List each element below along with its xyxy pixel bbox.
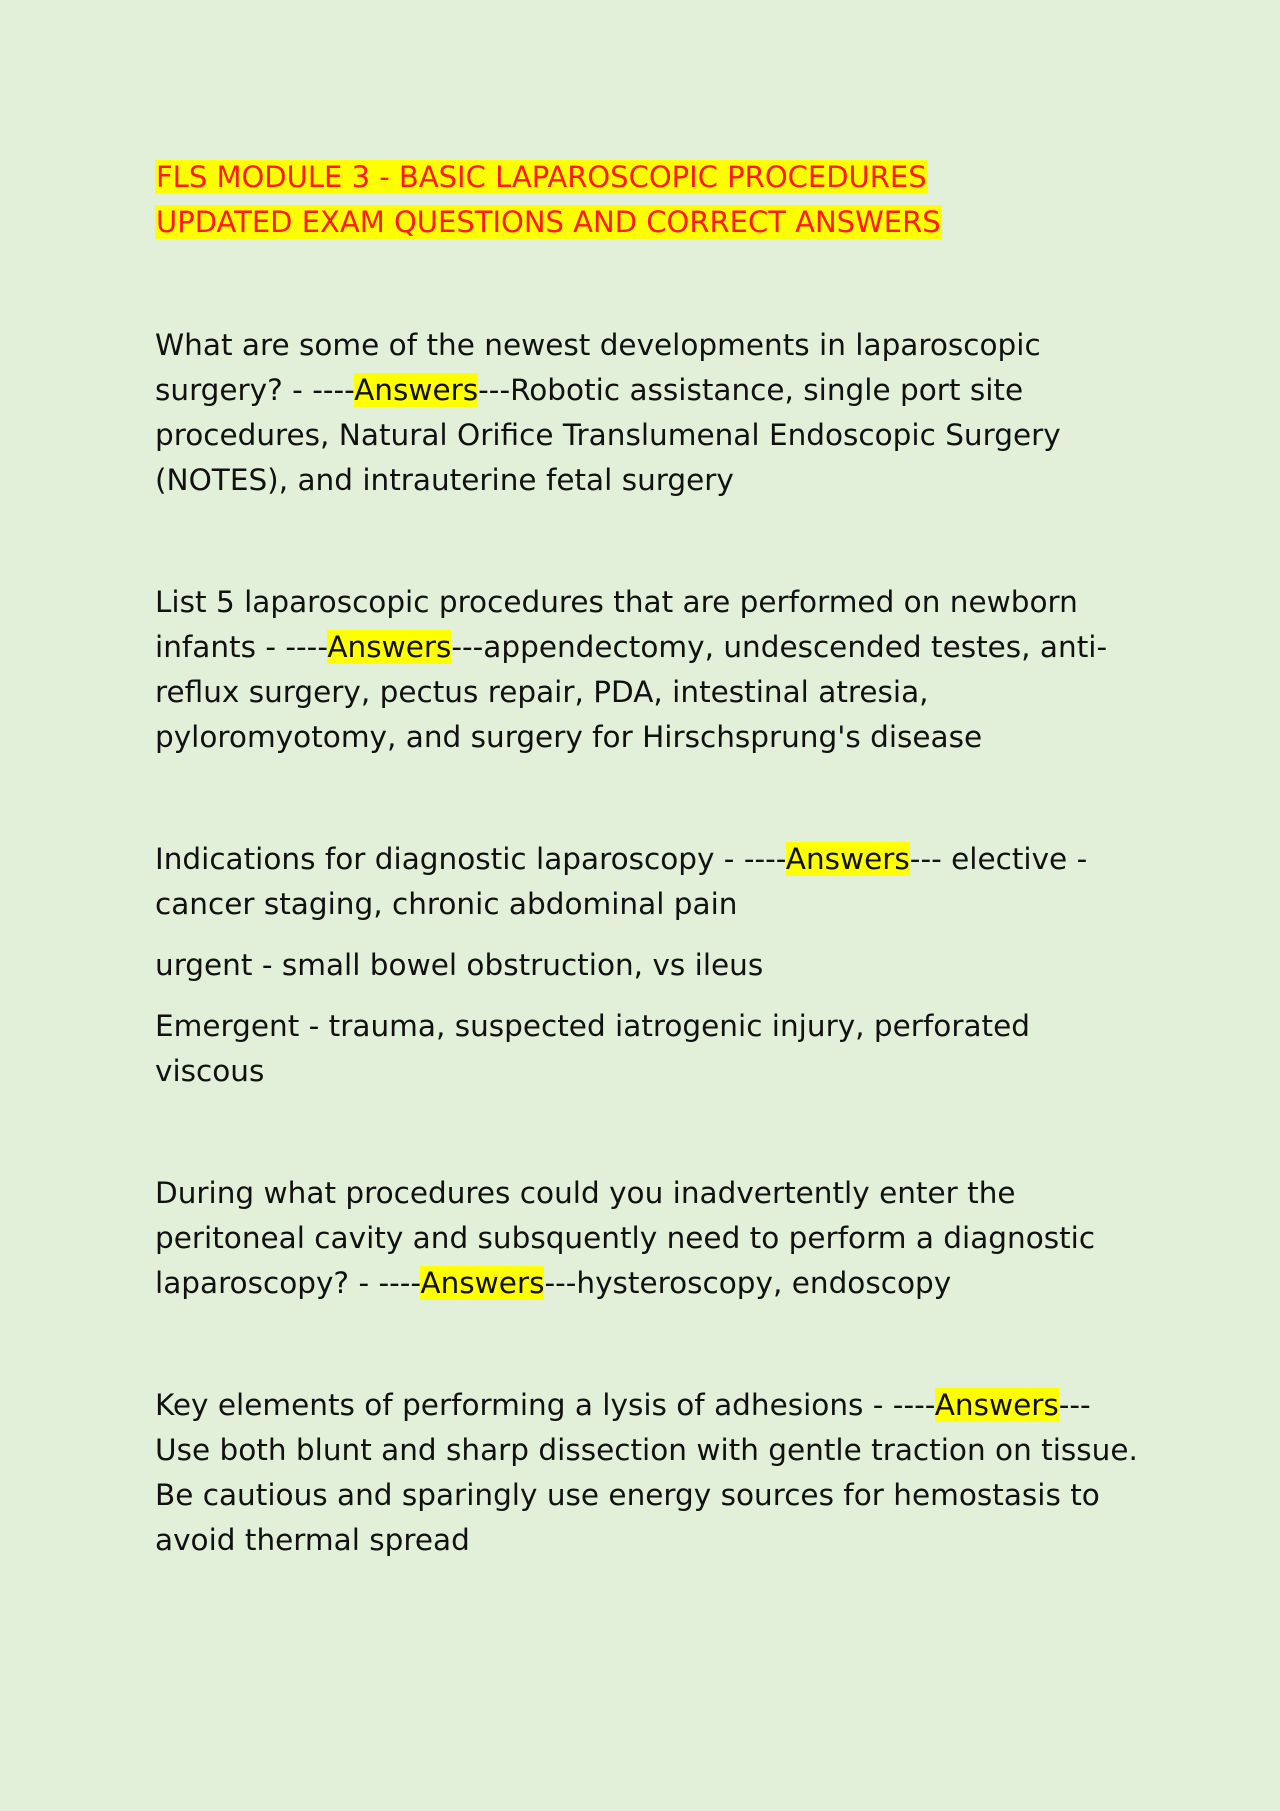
qa-1-answer: ---Robotic assistance, single port site procedures, Natural Orifice Translumenal Endoscopic Surgery (NOTES), and intrauterine fetal surgery — [155, 373, 1061, 497]
qa-5-answers-marker: Answers — [934, 1388, 1059, 1422]
qa-item-4 — [155, 1171, 1145, 1306]
title-line-1: FLS MODULE 3 - BASIC LAPAROSCOPIC PROCEDURES — [156, 160, 927, 194]
qa-item-1 — [155, 323, 1145, 503]
qa-3-text — [155, 837, 1145, 927]
qa-3-question: Indications for diagnostic laparoscopy - ---- — [155, 842, 786, 876]
qa-4-text — [155, 1171, 1145, 1306]
document-title — [155, 155, 1145, 245]
qa-item-3 — [155, 837, 1145, 1094]
title-line-2: UPDATED EXAM QUESTIONS AND CORRECT ANSWERS — [156, 205, 941, 239]
qa-2-question: List 5 laparoscopic procedures that are performed on newborn infants - ---- — [155, 585, 1078, 664]
qa-2-answers-marker: Answers — [327, 630, 452, 664]
qa-3-answers-marker: Answers — [785, 842, 910, 876]
qa-2-answer: ---appendectomy, undescended testes, anti-reflux surgery, pectus repair, PDA, intestinal atresia, pyloromyotomy, and surgery for Hirschsprung's disease — [155, 630, 1108, 754]
qa-3-answer: --- elective - cancer staging, chronic abdominal pain — [155, 842, 1088, 921]
qa-4-answer: ---hysteroscopy, endoscopy — [544, 1266, 952, 1300]
qa-1-answers-marker: Answers — [354, 373, 479, 407]
qa-item-2 — [155, 580, 1145, 760]
qa-5-answer: ---Use both blunt and sharp dissection with gentle traction on tissue. Be cautious and sparingly use energy sources for hemostasis to avoid thermal spread — [155, 1388, 1138, 1557]
qa-5-question: Key elements of performing a lysis of adhesions - ---- — [155, 1388, 935, 1422]
qa-item-5 — [155, 1383, 1145, 1563]
qa-4-question: During what procedures could you inadvertently enter the peritoneal cavity and subsquently need to perform a diagnostic laparoscopy? - ---- — [155, 1176, 1096, 1300]
qa-1-text — [155, 323, 1145, 503]
qa-5-text — [155, 1383, 1145, 1563]
qa-2-text — [155, 580, 1145, 760]
qa-1-question: What are some of the newest developments in laparoscopic surgery? - ---- — [155, 328, 1041, 407]
qa-3-extra-emergent: Emergent - trauma, suspected iatrogenic injury, perforated viscous — [155, 1009, 1031, 1088]
qa-4-answers-marker: Answers — [420, 1266, 545, 1300]
document-content — [155, 155, 1145, 1640]
qa-3-extra-urgent: urgent - small bowel obstruction, vs ileus — [155, 948, 764, 982]
